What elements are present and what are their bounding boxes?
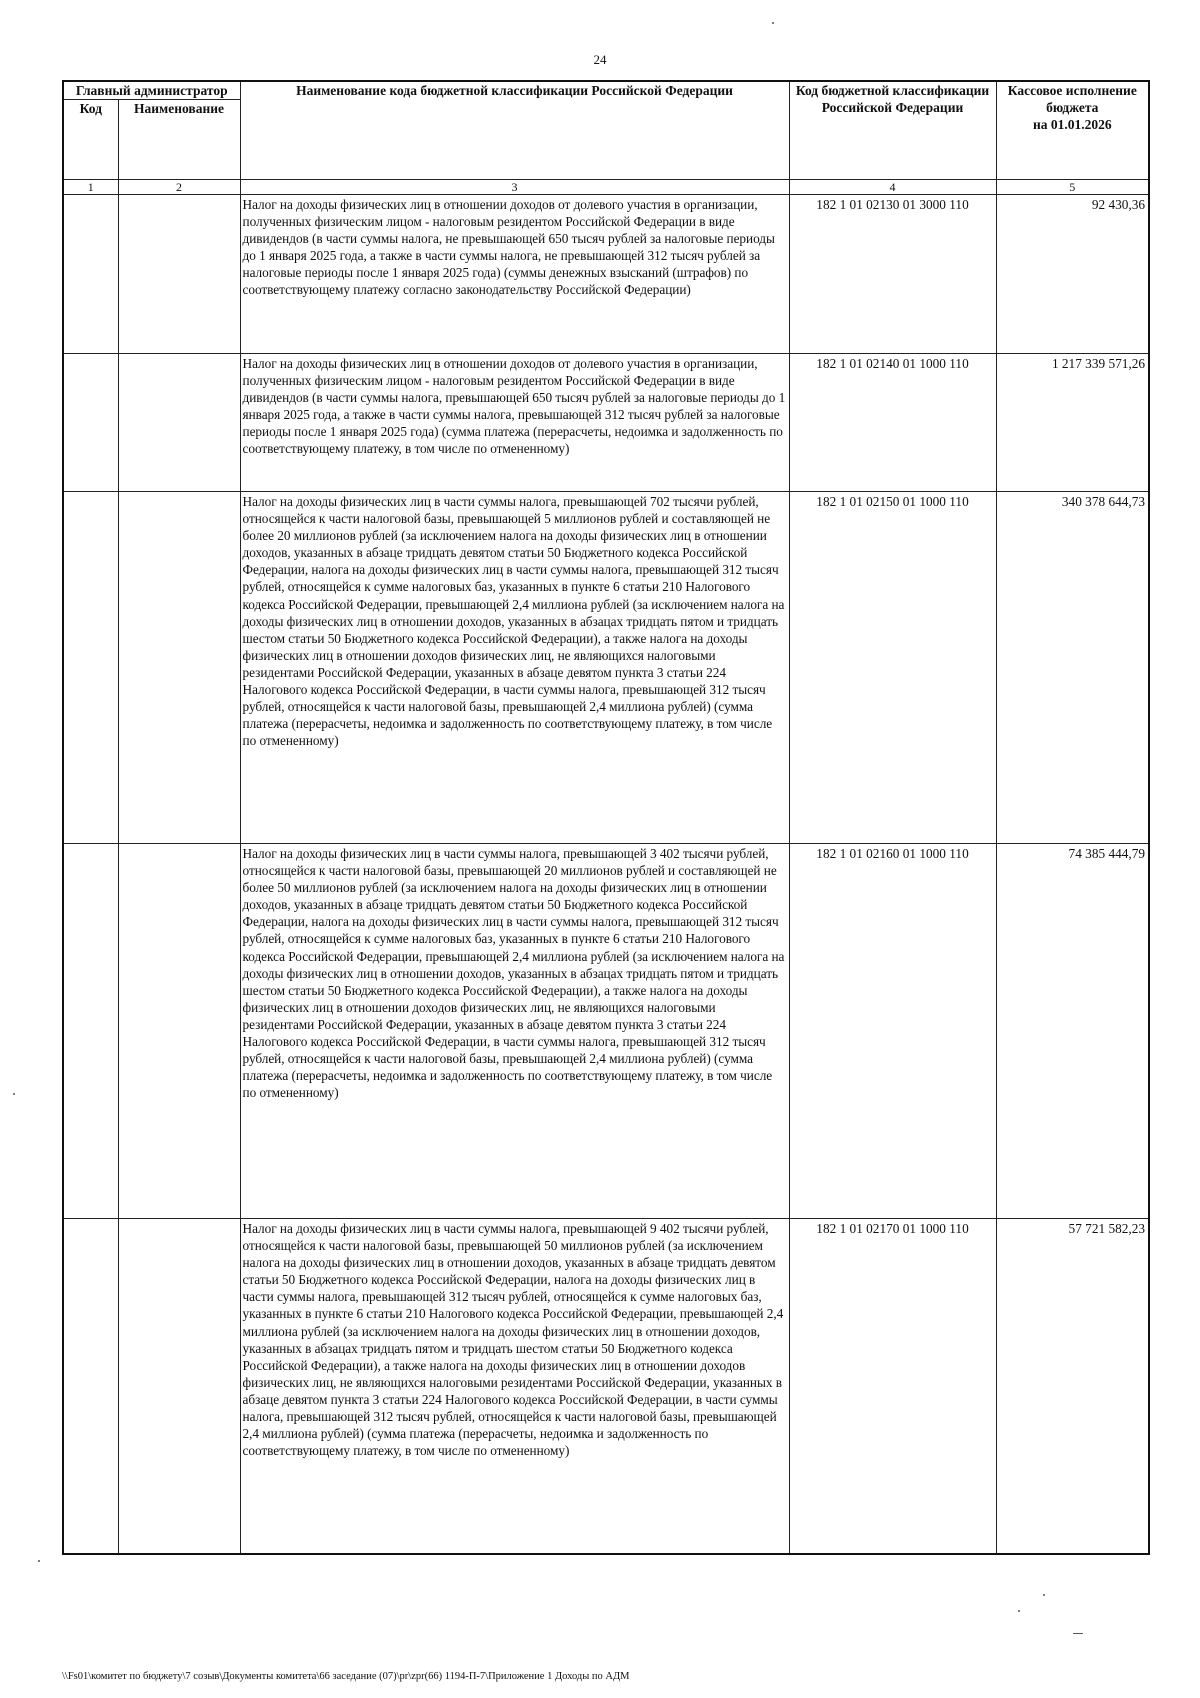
header-kbk-name: Наименование кода бюджетной классификации Российской Федерации: [240, 81, 789, 180]
kbk-code-cell: 182 1 01 02170 01 1000 110: [789, 1219, 996, 1554]
admin-name-cell: [118, 844, 240, 1219]
kbk-description-cell: Налог на доходы физических лиц в части суммы налога, превышающей 702 тысячи рублей, относящейся к части налоговой базы, превышающей 5 миллионов рублей и составляющей не более 20 миллионов рублей (за исключением налога на доходы физических лиц в отношении доходов, указанных в абзаце тридцать девятом статьи 50 Бюджетного кодекса Российской Федерации, налога на доходы физических лиц в части суммы налога, превышающей 312 тысяч рублей, относящейся к сумме налоговых баз, указанных в пункте 6 статьи 210 Налогового кодекса Российской Федерации, превышающей 2,4 миллиона рублей (за исключением налога на доходы физических лиц в отношении доходов, указанных в абзацах тридцать пятом и тридцать шестом статьи 50 Бюджетного кодекса Российской Федерации), а также налога на доходы физических лиц в отношении доходов физических лиц, не являющихся налоговыми резидентами Российской Федерации, указанных в абзаце девятом пункта 3 статьи 224 Налогового кодекса Российской Федерации, в части суммы налога, превышающей 312 тысяч рублей, относящейся к части налоговой базы, превышающей 2,4 миллиона рублей) (сумма платежа (перерасчеты, недоимка и задолженность по соответствующему платежу, в том числе по отмененному): [240, 492, 789, 844]
header-name: Наименование: [118, 100, 240, 180]
scan-speck: [1018, 1610, 1020, 1612]
kbk-description-cell: Налог на доходы физических лиц в отношении доходов от долевого участия в организации, полученных физическим лицом - налоговым резидентом Российской Федерации в виде дивидендов (в части суммы налога, превышающей 650 тысяч рублей за налоговые периоды до 1 января 2025 года, а также в части суммы налога, превышающей 312 тысяч рублей за налоговые периоды после 1 января 2025 года) (сумма платежа (перерасчеты, недоимка и задолженность по соответствующему платежу, в том числе по отмененному): [240, 354, 789, 492]
table-row: [63, 354, 1149, 492]
header-budget-execution: [996, 81, 1149, 180]
kbk-description-cell: Налог на доходы физических лиц в части суммы налога, превышающей 9 402 тысячи рублей, относящейся к части налоговой базы, превышающей 50 миллионов рублей (за исключением налога на доходы физических лиц в отношении доходов, указанных в абзаце тридцать девятом статьи 50 Бюджетного кодекса Российской Федерации, налога на доходы физических лиц в части суммы налога, превышающей 312 тысяч рублей, относящейся к сумме налоговых баз, указанных в пункте 6 статьи 210 Налогового кодекса Российской Федерации, превышающей 2,4 миллиона рублей (за исключением налога на доходы физических лиц в отношении доходов, указанных в абзацах тридцать пятом и тридцать шестом статьи 50 Бюджетного кодекса Российской Федерации), а также налога на доходы физических лиц в отношении доходов физических лиц, не являющихся налоговыми резидентами Российской Федерации, указанных в абзаце девятом пункта 3 статьи 224 Налогового кодекса Российской Федерации, в части суммы налога, превышающей 312 тысяч рублей, относящейся к части налоговой базы, превышающей 2,4 миллиона рублей) (сумма платежа (перерасчеты, недоимка и задолженность по соответствующему платежу, в том числе по отмененному): [240, 1219, 789, 1554]
header-code: Код: [63, 100, 118, 180]
admin-name-cell: [118, 492, 240, 844]
admin-name-cell: [118, 1219, 240, 1554]
kbk-code-cell: 182 1 01 02160 01 1000 110: [789, 844, 996, 1219]
kbk-description-cell: Налог на доходы физических лиц в отношении доходов от долевого участия в организации, полученных физическим лицом - налоговым резидентом Российской Федерации в виде дивидендов (в части суммы налога, не превышающей 650 тысяч рублей за налоговые периоды до 1 января 2025 года, а также в части суммы налога, не превышающей 312 тысяч рублей за налоговые периоды после 1 января 2025 года) (суммы денежных взысканий (штрафов) по соответствующему платежу согласно законодательству Российской Федерации): [240, 195, 789, 354]
kbk-code-cell: 182 1 01 02130 01 3000 110: [789, 195, 996, 354]
kbk-description-cell: Налог на доходы физических лиц в части суммы налога, превышающей 3 402 тысячи рублей, относящейся к части налоговой базы, превышающей 20 миллионов рублей и составляющей не более 50 миллионов рублей (за исключением налога на доходы физических лиц в отношении доходов, указанных в абзаце тридцать девятом статьи 50 Бюджетного кодекса Российской Федерации, налога на доходы физических лиц в части суммы налога, превышающей 312 тысяч рублей, относящейся к сумме налоговых баз, указанных в пункте 6 статьи 210 Налогового кодекса Российской Федерации, превышающей 2,4 миллиона рублей (за исключением налога на доходы физических лиц в отношении доходов, указанных в абзацах тридцать пятом и тридцать шестом статьи 50 Бюджетного кодекса Российской Федерации), а также налога на доходы физических лиц в отношении доходов физических лиц, не являющихся налоговыми резидентами Российской Федерации, указанных в абзаце девятом пункта 3 статьи 224 Налогового кодекса Российской Федерации, в части суммы налога, превышающей 312 тысяч рублей, относящейся к части налоговой базы, превышающей 2,4 миллиона рублей) (сумма платежа (перерасчеты, недоимка и задолженность по соответствующему платежу, в том числе по отмененному): [240, 844, 789, 1219]
admin-name-cell: [118, 354, 240, 492]
table-row: [63, 195, 1149, 354]
column-number: 2: [118, 180, 240, 195]
table-row: [63, 1219, 1149, 1554]
scan-speck: [1043, 1594, 1045, 1596]
scan-speck: [772, 22, 774, 24]
header-kbk-code: Код бюджетной классификации Российской Федерации: [789, 81, 996, 180]
page-number: 24: [593, 52, 607, 67]
admin-code-cell: [63, 354, 118, 492]
column-number: 3: [240, 180, 789, 195]
header-exec-line1: Кассовое исполнение: [1007, 83, 1137, 98]
kbk-code-cell: 182 1 01 02150 01 1000 110: [789, 492, 996, 844]
scan-speck: [1073, 1633, 1083, 1634]
admin-code-cell: [63, 844, 118, 1219]
admin-name-cell: [118, 195, 240, 354]
amount-cell: 340 378 644,73: [996, 492, 1149, 844]
amount-cell: 57 721 582,23: [996, 1219, 1149, 1554]
column-number: 1: [63, 180, 118, 195]
budget-table: [62, 80, 1150, 1555]
admin-code-cell: [63, 492, 118, 844]
header-chief-administrator: Главный администратор: [63, 81, 240, 100]
footer-file-path: \\Fs01\комитет по бюджету\7 созыв\Документы комитета\66 заседание (07)\pr\zpr(66) 1194-П-7\Приложение 1 Доходы по АДМ: [62, 1671, 630, 1682]
kbk-code-cell: 182 1 01 02140 01 1000 110: [789, 354, 996, 492]
amount-cell: 1 217 339 571,26: [996, 354, 1149, 492]
table-row: [63, 492, 1149, 844]
table-row: [63, 844, 1149, 1219]
column-numbers-row: [63, 180, 1149, 195]
scan-speck: [38, 1560, 40, 1562]
column-number: 4: [789, 180, 996, 195]
amount-cell: 92 430,36: [996, 195, 1149, 354]
scan-speck: [13, 1093, 15, 1095]
column-number: 5: [996, 180, 1149, 195]
admin-code-cell: [63, 1219, 118, 1554]
header-exec-line2: бюджета: [1046, 100, 1099, 115]
amount-cell: 74 385 444,79: [996, 844, 1149, 1219]
header-exec-line3: на 01.01.2026: [1032, 117, 1112, 132]
admin-code-cell: [63, 195, 118, 354]
